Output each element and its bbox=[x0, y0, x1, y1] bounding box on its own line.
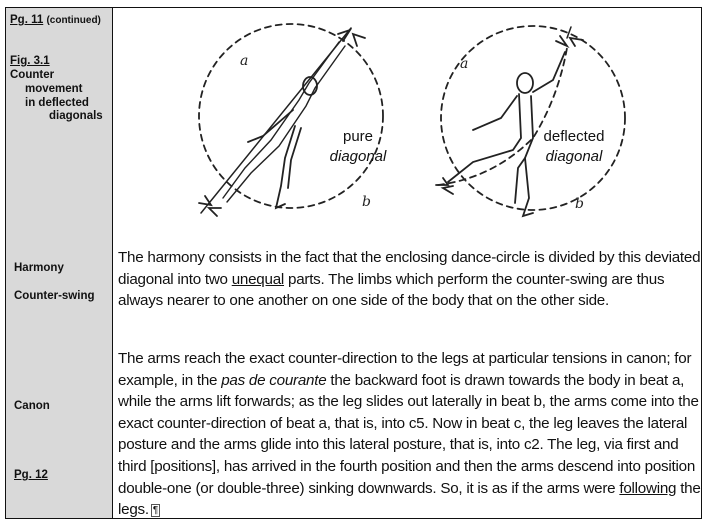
page-ref-note: (continued) bbox=[46, 15, 101, 26]
harmony-text-2: parts. The limbs which perform the counter-swing are thus always nearer to one another on one side of the body that on the other side. bbox=[118, 270, 665, 310]
pure-diagonal-label bbox=[318, 127, 398, 167]
canon-text-3: the legs. bbox=[118, 479, 701, 519]
content-column bbox=[113, 8, 701, 518]
left-arc-label-b: b bbox=[362, 194, 371, 210]
harmony-text-1: The harmony consists in the fact that the enclosing dance-circle is divided by this deviated diagonal into two bbox=[118, 249, 701, 288]
pure-diagonal-circle bbox=[199, 24, 383, 216]
canon-underlined-word: following bbox=[619, 479, 677, 497]
fig-caption-line-1: Counter bbox=[10, 69, 55, 81]
canon-text-1: The arms reach the exact counter-direction to the legs at particular tensions in canon; for example, in the bbox=[118, 350, 692, 389]
side-label-canon: Canon bbox=[14, 400, 50, 412]
pure-label-line2: diagonal bbox=[329, 148, 387, 165]
canon-italic-term: pas de courante bbox=[221, 371, 327, 389]
page-reference bbox=[10, 14, 101, 27]
pure-label-line1: pure bbox=[342, 128, 374, 145]
deflected-label-line2: diagonal bbox=[545, 148, 603, 165]
side-label-harmony: Harmony bbox=[14, 262, 64, 274]
document-table bbox=[5, 7, 702, 519]
harmony-underlined-word: unequal bbox=[231, 270, 285, 288]
left-arc-label-a: a bbox=[240, 53, 249, 69]
right-arc-label-a: a bbox=[460, 56, 469, 72]
side-label-counter-swing: Counter-swing bbox=[14, 290, 95, 302]
margin-column bbox=[6, 8, 113, 518]
paragraph-canon bbox=[118, 348, 703, 522]
next-page-reference[interactable]: Pg. 12 bbox=[14, 469, 48, 481]
dance-diagram-illustration bbox=[113, 8, 703, 243]
figure-reference[interactable]: Fig. 3.1 bbox=[10, 55, 50, 67]
canon-text-2: the backward foot is drawn towards the body in beat a, while the arms lift forwards; as the leg slides out laterally in beat b, the arms come into the exact counter-direction of beat a, that is, into c5. Now in beat c, the leg leaves the lateral posture and the arms glide into this lateral posture, that is, into c2. The leg, via first and third [positions], has arrived in the fourth position and then the arms descend into position double-one (or double-three) sinking downwards. So, it is as if the arms were bbox=[118, 371, 699, 497]
deflected-diagonal-circle bbox=[436, 26, 625, 216]
fig-caption-line-3: in deflected bbox=[25, 97, 89, 109]
deflected-diagonal-label bbox=[529, 127, 619, 167]
right-arc-label-b: b bbox=[575, 196, 584, 212]
figure-3-1 bbox=[113, 8, 701, 243]
paragraph-harmony bbox=[118, 247, 703, 312]
deflected-label-line1: deflected bbox=[543, 128, 605, 145]
fig-caption-line-2: movement bbox=[25, 83, 83, 95]
paragraph-mark-icon: ¶ bbox=[152, 505, 158, 517]
fig-caption-line-4: diagonals bbox=[49, 110, 103, 122]
page-ref-link[interactable]: Pg. 11 bbox=[10, 14, 44, 26]
